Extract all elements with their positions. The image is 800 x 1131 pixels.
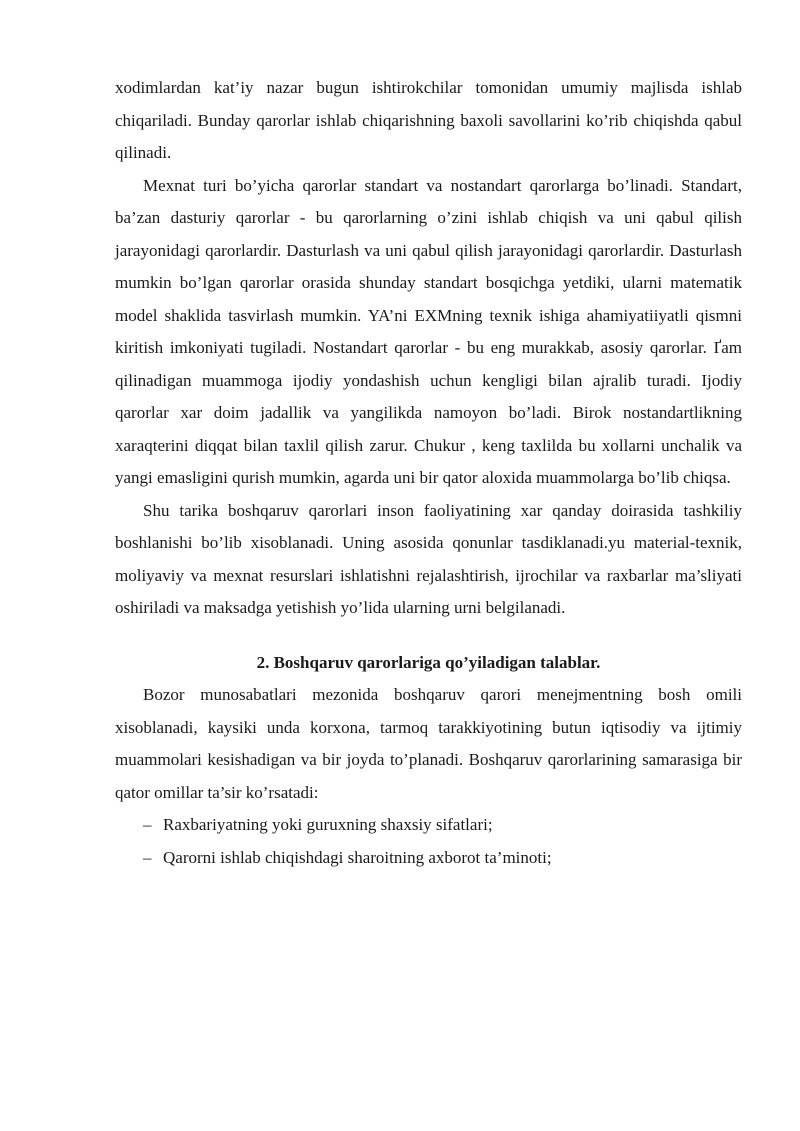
paragraph-4: Bozor munosabatlari mezonida boshqaruv qarori menejmentning bosh omili xisoblanadi, kaysiki unda korxona, tarmoq tarakkiyotining butun iqtisodiy va ijtimiy muammolari kesishadigan va bir joyda to’planadi. Boshqaruv qarorlarining samarasiga bir qator omillar ta’sir ko’rsatadi: [115,685,742,802]
list-item [115,842,742,875]
list-dash: – [143,815,152,834]
factor-list [115,809,742,874]
paragraph-1: xodimlardan kat’iy nazar bugun ishtirokchilar tomonidan umumiy majlisda ishlab chiqariladi. Bunday qarorlar ishlab chiqarishning baxoli savollarini ko’rib chiqishda qabul qilinadi. [115,78,742,162]
list-item-text: Raxbariyatning yoki guruxning shaxsiy sifatlari; [163,815,493,834]
paragraph-3: Shu tarika boshqaruv qarorlari inson faoliyatining xar qanday doirasida tashkiliy boshlanishi bo’lib xisoblanadi. Uning asosida qonunlar tasdiklanadi.yu material-texnik, moliyaviy va mexnat resurslari ishlatishni rejalashtirish, ijrochilar va raxbarlar ma’sliyati oshiriladi va maksadga yetishish yo’lida ularning urni belgilanadi. [115,500,742,617]
section-heading: 2. Boshqaruv qarorlariga qo’yiladigan talablar. [256,652,601,672]
document-body [115,72,742,874]
paragraph-2: Mexnat turi bo’yicha qarorlar standart va nostandart qarorlarga bo’linadi. Standart, ba’zan dasturiy qarorlar - bu qarorlarning o’zini ishlab chiqish va uni qabul qilish jarayonidagi qarorlardir. Dasturlash va uni qabul qilish jarayonidagi qarorlardir. Dasturlash mumkin bo’lgan qarorlar orasida shunday standart bosqichga yetdiki, ularni matematik model shaklida tasvirlash mumkin. YA’ni EXMning texnik ishiga ahamiyatiiyatli qismni kiritish imkoniyati tugiladi. Nostandart qarorlar - bu eng murakkab, asosiy qarorlar. Ґam qilinadigan muammoga ijodiy yondashish uchun kengligi bilan ajralib turadi. Ijodiy qarorlar xar doim jadallik va yangilikda namoyon bo’ladi. Birok nostandartlikning xaraqterini diqqat bilan taxlil qilish zarur. Chukur , keng taxlilda bu xollarni unchalik va yangi emasligini qurish mumkin, agarda uni bir qator aloxida muammolarga bo’lib chiqsa. [115,175,742,487]
list-item-text: Qarorni ishlab chiqishdagi sharoitning axborot ta’minoti; [163,847,552,867]
list-dash: – [143,847,152,867]
list-item [115,809,742,842]
